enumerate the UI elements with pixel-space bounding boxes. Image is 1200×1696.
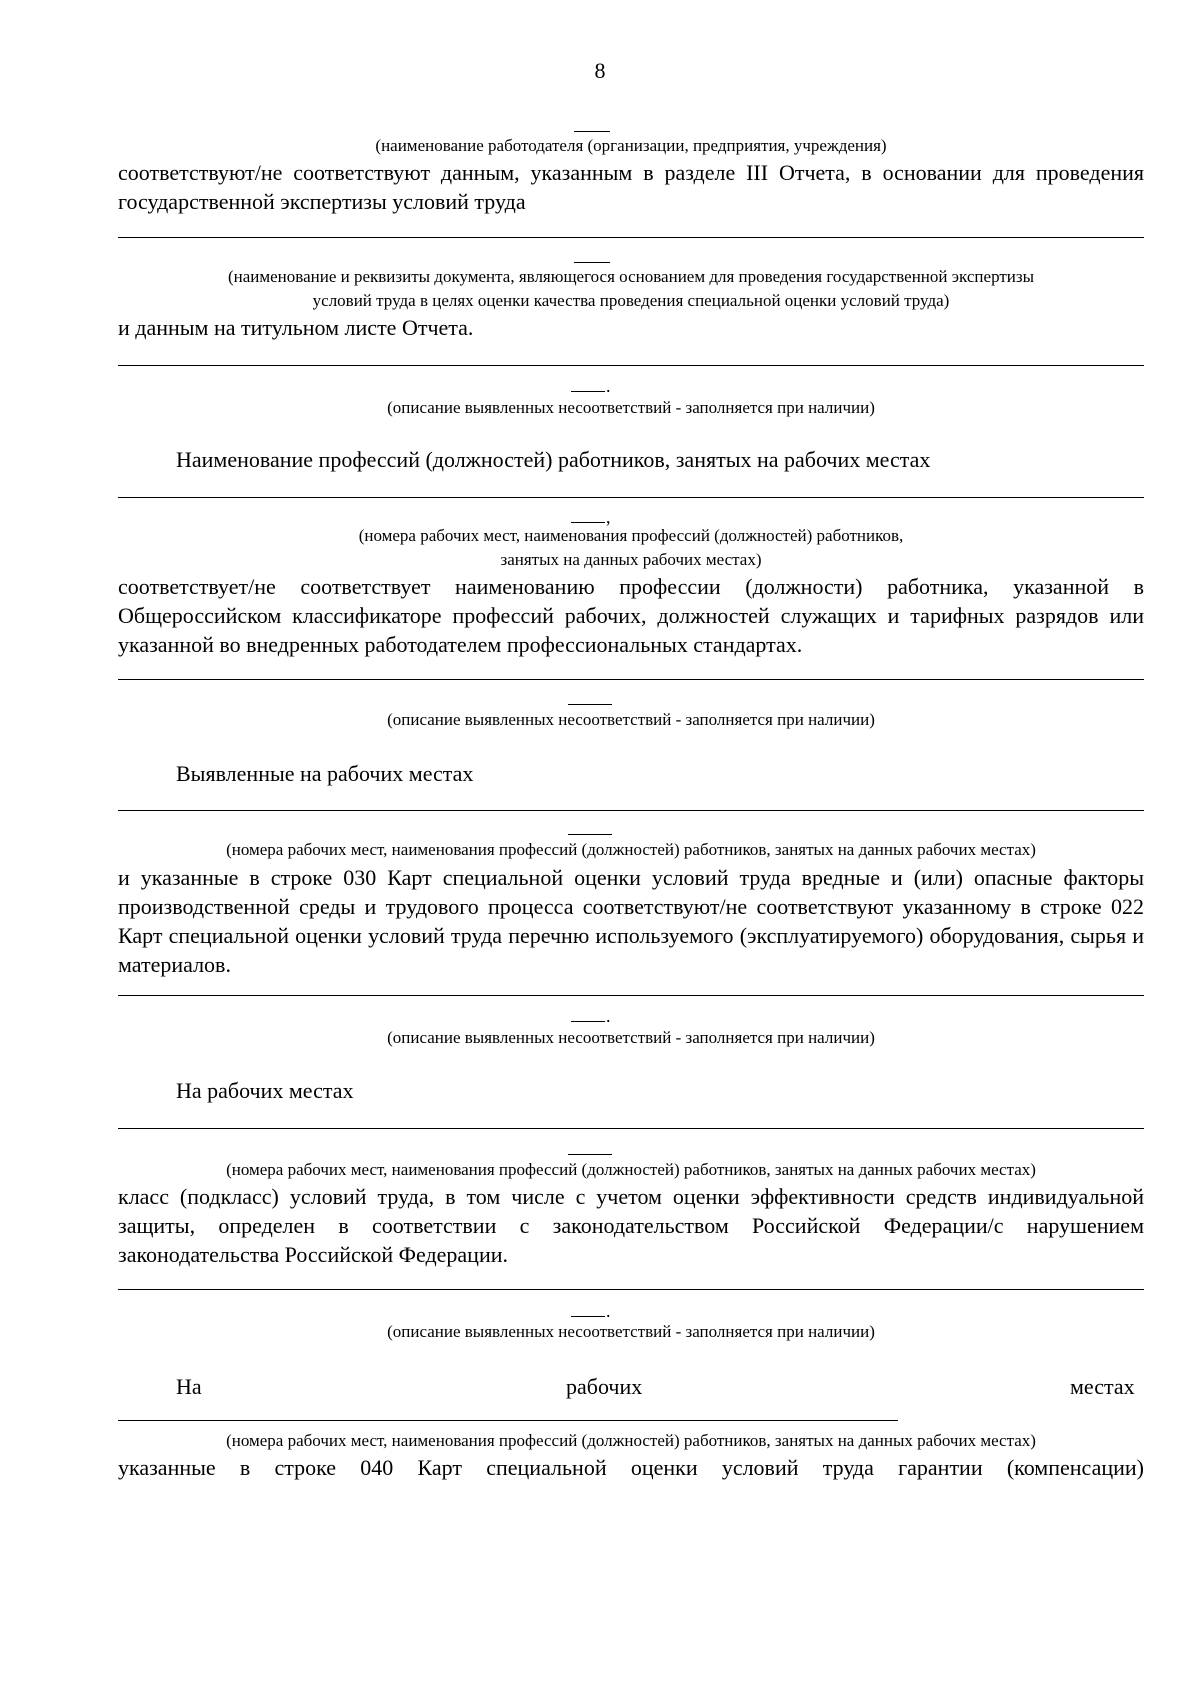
blank-stub xyxy=(568,704,612,705)
caption-nonconformities-2: (описание выявленных несоответствий - заполняется при наличии) xyxy=(387,710,875,729)
caption-basis-document-line1: (наименование и реквизиты документа, являющегося основанием для проведения государственной экспертизы xyxy=(227,267,1035,286)
blank-stub xyxy=(568,834,612,835)
paragraph-working-conditions-class: класс (подкласс) условий труда, в том числе с учетом оценки эффективности средств индивидуальной защиты, определен в соответствии с законодательством Российской Федерации/с нарушением законодательства Российской Федерации. xyxy=(118,1184,1144,1267)
blank-stub xyxy=(568,1154,612,1155)
caption-basis-document-line2: условий труда в целях оценки качества проведения специальной оценки условий труда) xyxy=(312,291,950,310)
fill-line-nonconformities-3 xyxy=(118,995,1144,996)
heading-word-na: На xyxy=(176,1374,202,1399)
caption-employer: (наименование работодателя (организации, предприятия, учреждения) xyxy=(375,136,887,155)
heading-at-workplaces: На рабочих местах xyxy=(176,1078,354,1103)
trailing-period: . xyxy=(606,1301,611,1321)
trailing-comma: , xyxy=(606,507,611,527)
caption-nonconformities-4: (описание выявленных несоответствий - заполняется при наличии) xyxy=(387,1322,875,1341)
fill-line-nonconformities-1 xyxy=(118,365,1144,366)
page-number: 8 xyxy=(594,58,606,83)
blank-stub xyxy=(571,522,605,523)
paragraph-guarantees: указанные в строке 040 Карт специальной оценки условий труда гарантии (компенсации) xyxy=(118,1455,1144,1480)
trailing-period: . xyxy=(606,1006,611,1026)
caption-workplaces-full-1: (номера рабочих мест, наименования профессий (должностей) работников, занятых на данных рабочих местах) xyxy=(226,840,1036,859)
caption-nonconformities-1: (описание выявленных несоответствий - заполняется при наличии) xyxy=(387,398,875,417)
heading-word-workplaces: рабочих xyxy=(566,1374,643,1399)
fill-line-basis-document xyxy=(118,237,1144,238)
caption-workplaces-full-2: (номера рабочих мест, наименования профессий (должностей) работников, занятых на данных рабочих местах) xyxy=(226,1160,1036,1179)
blank-stub xyxy=(574,262,610,263)
heading-word-places: местах xyxy=(1070,1374,1135,1399)
fill-line-workplaces-3 xyxy=(118,1128,1144,1129)
paragraph-profession-classifier: соответствует/не соответствует наименованию профессии (должности) работника, указанной в Общероссийском классификаторе профессий рабочих, должностей служащих и тарифных разрядов или указанной во внедренных работодателем профессиональных стандартах. xyxy=(118,574,1144,657)
blank-stub xyxy=(574,131,610,132)
fill-line-workplaces-2 xyxy=(118,810,1144,811)
paragraph-title-page: и данным на титульном листе Отчета. xyxy=(118,315,474,340)
blank-stub xyxy=(571,1316,605,1317)
fill-line-workplaces-4 xyxy=(118,1420,898,1421)
fill-line-nonconformities-4 xyxy=(118,1289,1144,1290)
blank-stub xyxy=(571,391,605,392)
trailing-period: . xyxy=(606,376,611,396)
blank-stub xyxy=(571,1021,605,1022)
caption-workplaces-line1: (номера рабочих мест, наименования профессий (должностей) работников, xyxy=(358,526,904,545)
paragraph-sections-correspondence: соответствуют/не соответствуют данным, указанным в разделе III Отчета, в основании для проведения государственной экспертизы условий труда xyxy=(118,160,1144,214)
heading-detected-at-workplaces: Выявленные на рабочих местах xyxy=(176,761,474,786)
caption-workplaces-full-3: (номера рабочих мест, наименования профессий (должностей) работников, занятых на данных рабочих местах) xyxy=(226,1431,1036,1450)
caption-workplaces-line2: занятых на данных рабочих местах) xyxy=(500,550,762,569)
heading-professions: Наименование профессий (должностей) работников, занятых на рабочих местах xyxy=(176,447,931,472)
caption-nonconformities-3: (описание выявленных несоответствий - заполняется при наличии) xyxy=(387,1028,875,1047)
fill-line-nonconformities-2 xyxy=(118,679,1144,680)
fill-line-workplaces-1 xyxy=(118,497,1144,498)
paragraph-hazard-factors: и указанные в строке 030 Карт специальной оценки условий труда вредные и (или) опасные факторы производственной среды и трудового процесса соответствуют/не соответствуют указанному в строке 022 Карт специальной оценки условий труда перечню используемого (эксплуатируемого) оборудования, сырья и материалов. xyxy=(118,865,1144,977)
